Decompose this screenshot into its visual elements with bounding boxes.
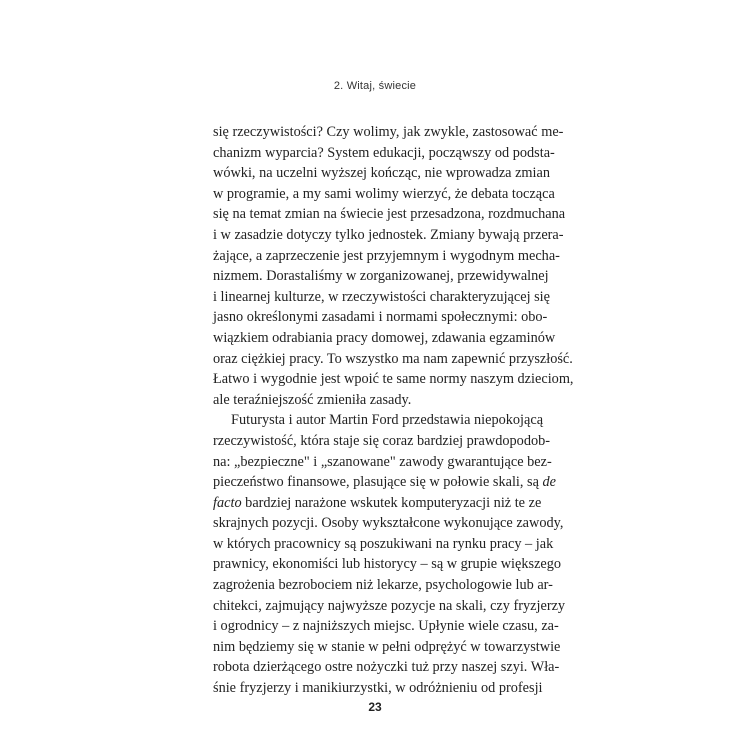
- text-line: jasno określonymi zasadami i normami społecznymi: obo-: [213, 309, 548, 326]
- text-line: ale teraźniejszość zmieniła zasady.: [213, 391, 412, 408]
- text-line: i ogrodnicy – z najniższych miejsc. Upłynie wiele czasu, za-: [213, 618, 559, 635]
- text-line: się rzeczywistości? Czy wolimy, jak zwykle, zastosować me-: [213, 124, 564, 140]
- text-line: oraz ciężkiej pracy. To wszystko ma nam zapewnić przyszłość.: [213, 350, 573, 367]
- text-line: się na temat zmian na świecie jest przesadzona, rozdmuchana: [213, 206, 566, 223]
- text-line: nizmem. Dorastaliśmy w zorganizowanej, przewidywalnej: [213, 268, 549, 285]
- italic-text: facto: [213, 494, 242, 511]
- text-line: prawnicy, ekonomiści lub historycy – są w grupie większego: [213, 556, 562, 573]
- text-line: robota dzierżącego ostre nożyczki tuż przy naszej szyi. Wła-: [213, 659, 560, 676]
- text-line: [213, 493, 542, 514]
- text-line: i linearnej kulturze, w rzeczywistości charakteryzującej się: [213, 288, 551, 305]
- text-line: skrajnych pozycji. Osoby wykształcone wykonujące zawody,: [213, 515, 564, 532]
- text-line: śnie fryzjerzy i manikiurzystki, w odróżnieniu od profesji: [213, 680, 543, 697]
- text-line: rzeczywistość, która staje się coraz bardziej prawdopodob-: [213, 432, 551, 449]
- text-line: wiązkiem odrabiania pracy domowej, zdawania egzaminów: [213, 329, 556, 346]
- text-line: żające, a zaprzeczenie jest przyjemnym i wygodnym mecha-: [213, 247, 560, 264]
- text-line: w których pracownicy są poszukiwani na rynku pracy – jak: [213, 535, 554, 552]
- running-header: 2. Witaj, świecie: [333, 80, 417, 92]
- page-number: 23: [368, 700, 382, 714]
- text-line: Łatwo i wygodnie jest wpoić te same normy naszym dzieciom,: [213, 371, 574, 388]
- text-segment: bardziej narażone wskutek komputeryzacji niż te ze: [241, 494, 542, 511]
- text-line: zagrożenia bezrobociem niż lekarze, psychologowie lub ar-: [213, 577, 553, 594]
- body-text: [213, 122, 574, 699]
- text-line: chitekci, zajmujący najwyższe pozycje na skali, czy fryzjerzy: [213, 597, 566, 614]
- text-line: nim będziemy się w stanie w pełni odprężyć w towarzystwie: [213, 638, 561, 655]
- text-line: Futurysta i autor Martin Ford przedstawia niepokojącą: [231, 412, 544, 429]
- text-line: w programie, a my sami wolimy wierzyć, że debata tocząca: [213, 185, 555, 202]
- italic-text: de: [542, 474, 557, 491]
- text-line: [213, 472, 557, 493]
- text-line: chanizm wyparcia? System edukacji, począwszy od podsta-: [213, 144, 555, 161]
- text-line: i w zasadzie dotyczy tylko jednostek. Zmiany bywają przera-: [213, 226, 564, 243]
- text-line: na: „bezpieczne" i „szanowane" zawody gwarantujące bez-: [213, 453, 552, 470]
- text-line: wówki, na uczelni wyższej kończąc, nie wprowadza zmian: [213, 165, 551, 182]
- text-segment: pieczeństwo finansowe, plasujące się w połowie skali, są: [213, 474, 539, 491]
